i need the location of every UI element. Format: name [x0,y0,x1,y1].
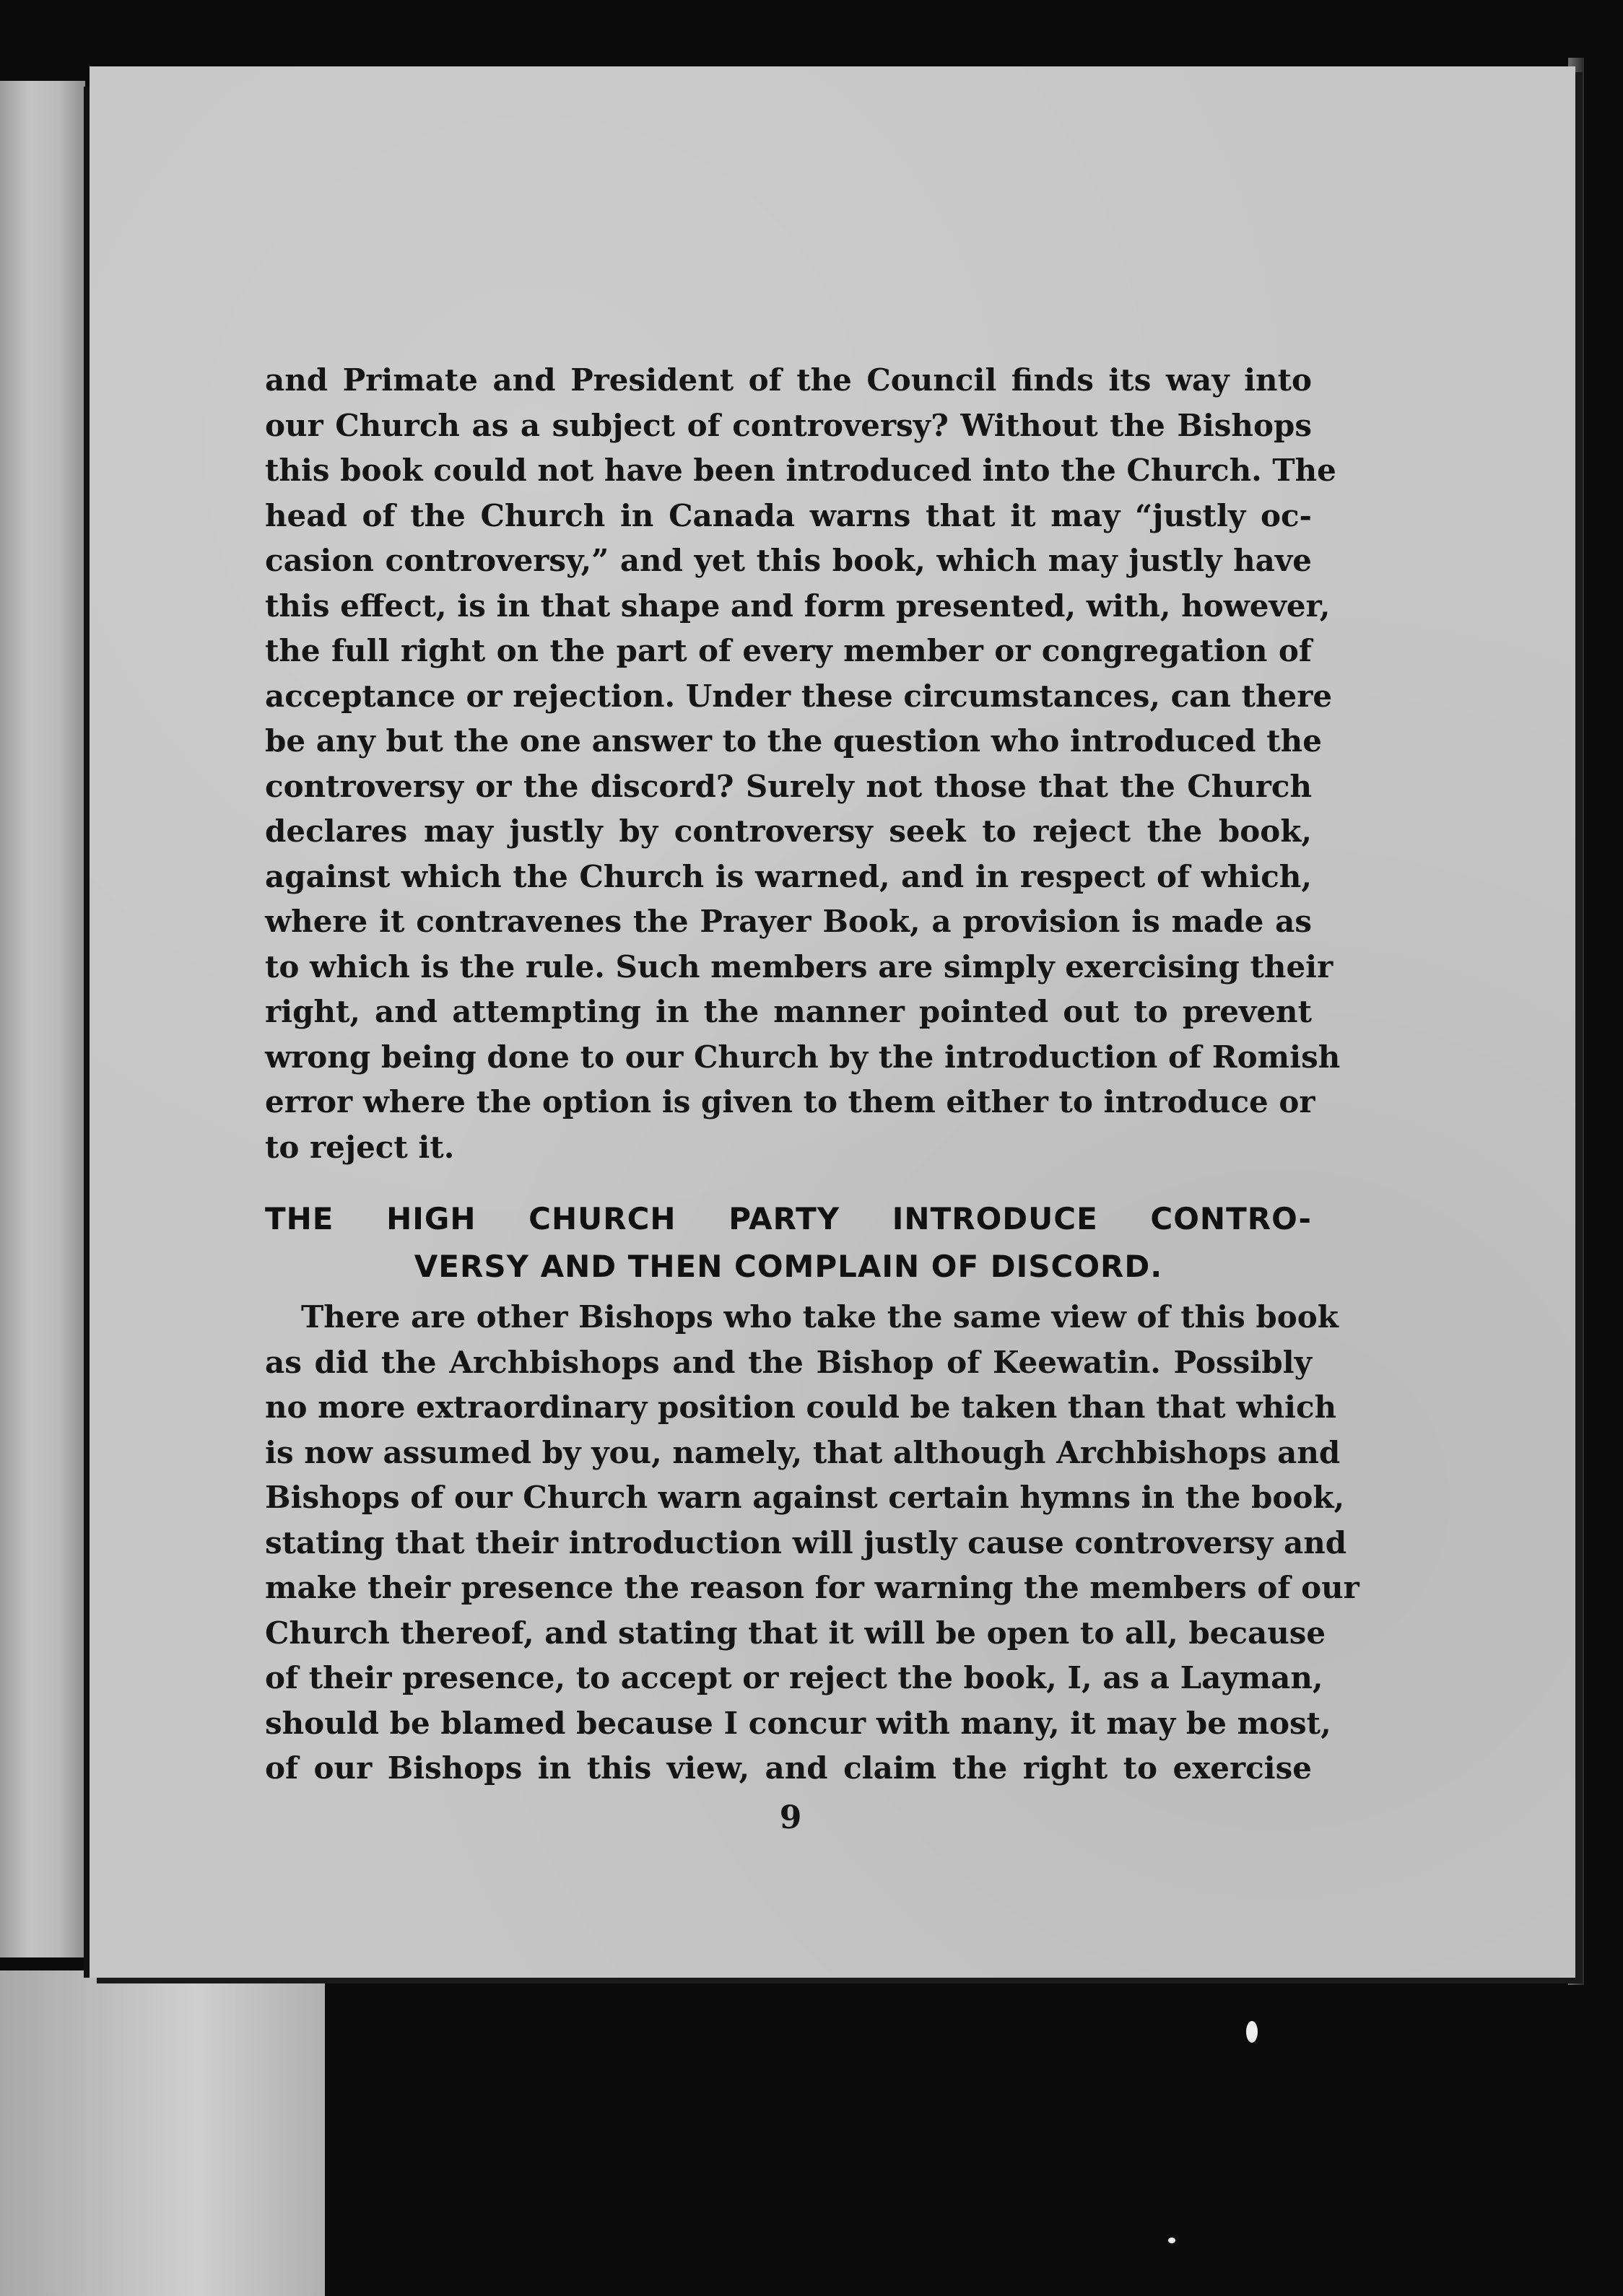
text-line: and Primate and President of the Council finds its way into [265,362,1312,398]
text-line: where it contravenes the Prayer Book, a provision is made as [265,904,1312,939]
text-line: against which the Church is warned, and in respect of which, [265,858,1312,894]
text-line: stating that their introduction will justly cause controversy and [265,1524,1347,1561]
text-line: head of the Church in Canada warns that it may “justly oc- [265,497,1312,533]
text-line: of our Bishops in this view, and claim the right to exercise [265,1750,1312,1786]
heading-line: THE HIGH CHURCH PARTY INTRODUCE CONTRO- [265,1201,1312,1236]
text-line: casion controversy,” and yet this book, which may justly have [265,543,1312,578]
text-line: is now assumed by you, namely, that although Archbishops and [265,1434,1341,1470]
dust-speck [1246,2021,1258,2043]
text-line: this effect, is in that shape and form presented, with, however, [265,588,1331,624]
text-line: should be blamed because I concur with many, it may be most, [265,1705,1331,1741]
text-line: to which is the rule. Such members are simply exercising their [265,948,1333,985]
text-line: to reject it. [265,1129,455,1165]
text-line: declares may justly by controversy seek to reject the book, [265,813,1312,849]
text-line: be any but the one answer to the question who introduced the [265,723,1322,759]
page-number: 9 [779,1799,802,1836]
text-line: no more extraordinary position could be taken than that which [265,1389,1337,1425]
text-line: wrong being done to our Church by the introduction of Romish [265,1039,1341,1075]
text-line: the full right on the part of every member or congregation of [265,633,1312,668]
text-line: as did the Archbishops and the Bishop of Keewatin. Possibly [265,1344,1312,1380]
text-line: There are other Bishops who take the same view of this book [301,1299,1339,1335]
text-line: acceptance or rejection. Under these circumstances, can there [265,678,1333,714]
book-spine [84,87,90,1978]
text-line: of their presence, to accept or reject the book, I, as a Layman, [265,1660,1323,1695]
text-line: right, and attempting in the manner pointed out to prevent [265,994,1312,1029]
adjacent-page-bottom [0,1970,325,2296]
text-line: our Church as a subject of controversy? Without the Bishops [265,407,1312,443]
text-line: error where the option is given to them either to introduce or [265,1084,1315,1119]
text-line: Bishops of our Church warn against certain hymns in the book, [265,1480,1345,1515]
previous-page-edge [0,81,85,1957]
text-line: this book could not have been introduced into the Church. The [265,453,1336,488]
paragraph-bishops [265,1295,1359,1791]
section-heading [265,1195,1312,1291]
text-line: make their presence the reason for warning the members of our [265,1570,1359,1605]
text-line: Church thereof, and stating that it will be open to all, because [265,1615,1326,1651]
text-line: controversy or the discord? Surely not those that the Church [265,768,1312,804]
paragraph-continued [265,358,1341,1170]
heading-line: VERSY AND THEN COMPLAIN OF DISCORD. [414,1249,1163,1284]
dust-speck [1168,2238,1175,2243]
